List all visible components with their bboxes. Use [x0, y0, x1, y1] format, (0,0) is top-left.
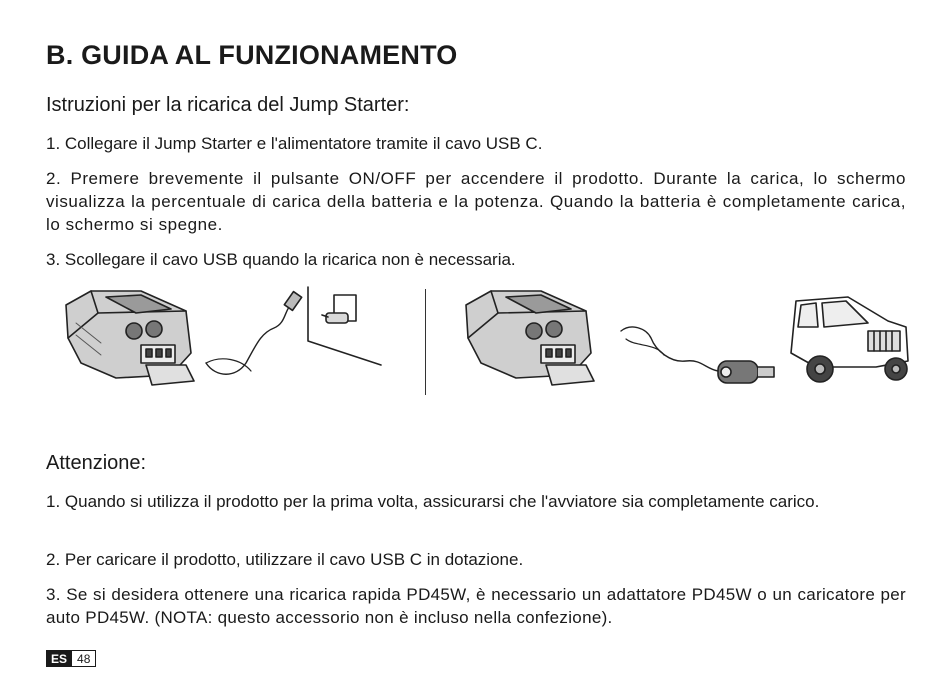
- charging-step-2: 2. Premere brevemente il pulsante ON/OFF per accendere il prodotto. Durante la carica, lo schermo visualizza la percentuale di carica della batteria e la potenza. Quando la batteria è completamente carica, lo schermo si spegne.: [46, 169, 906, 234]
- page-footer: [46, 650, 96, 667]
- illustration-divider: [425, 289, 426, 395]
- charging-step-3: 3. Scollegare il cavo USB quando la ricarica non è necessaria.: [46, 250, 516, 269]
- charging-illustrations: [46, 283, 906, 401]
- section-heading: B. GUIDA AL FUNZIONAMENTO: [46, 40, 458, 70]
- attention-item-1: 1. Quando si utilizza il prodotto per la prima volta, assicurarsi che l'avviatore sia completamente carico.: [46, 492, 820, 511]
- charging-step-1: 1. Collegare il Jump Starter e l'alimentatore tramite il cavo USB C.: [46, 134, 543, 153]
- charging-instructions-title: Istruzioni per la ricarica del Jump Starter:: [46, 94, 410, 116]
- language-badge: ES: [46, 650, 72, 667]
- jump-starter-car-charging-illustration: [456, 283, 916, 401]
- jump-starter-wall-charging-illustration: [46, 283, 426, 401]
- page-number: 48: [72, 650, 96, 667]
- attention-title: Attenzione:: [46, 452, 147, 474]
- attention-item-3: 3. Se si desidera ottenere una ricarica rapida PD45W, è necessario un adattatore PD45W o un caricatore per auto PD45W. (NOTA: questo accessorio non è incluso nella confezione).: [46, 585, 906, 627]
- attention-item-2: 2. Per caricare il prodotto, utilizzare il cavo USB C in dotazione.: [46, 550, 524, 569]
